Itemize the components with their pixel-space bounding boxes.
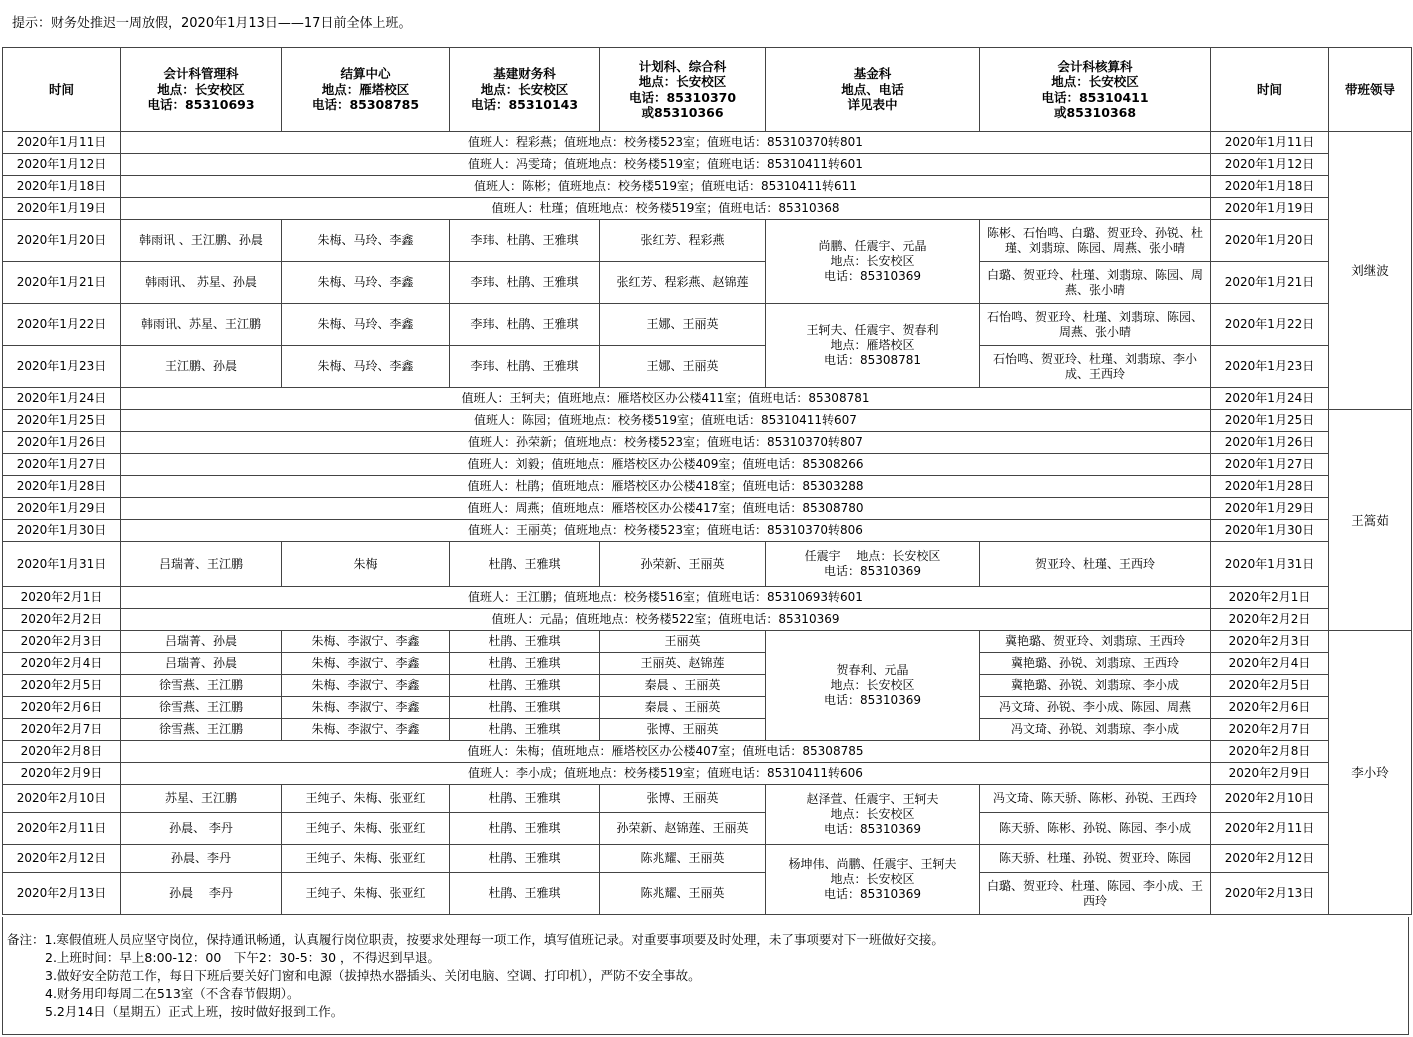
date-cell: 2020年1月23日 (3, 346, 121, 388)
accounting-audit-staff-cell: 冯文琦、孙锐、李小成、陈园、周燕 (980, 697, 1211, 719)
date-cell: 2020年1月29日 (1211, 498, 1329, 520)
date-cell: 2020年1月11日 (3, 132, 121, 154)
construction-finance-staff-cell: 李玮、杜鹃、王雅琪 (450, 346, 600, 388)
planning-staff-cell: 陈兆耀、王丽英 (600, 873, 766, 915)
settlement-center-staff-cell: 王纯子、朱梅、张亚红 (282, 845, 450, 873)
column-header-line: 带班领导 (1344, 81, 1395, 97)
accounting-audit-staff-cell: 石怡鸣、贺亚玲、杜瑾、刘翡琼、陈园、周燕、张小晴 (980, 304, 1211, 346)
column-header-line: 基建财务科 (493, 66, 556, 82)
column-header-line: 电话：85310143 (470, 97, 579, 113)
planning-staff-cell: 孙荣新、赵锦莲、王丽英 (600, 813, 766, 845)
accounting-audit-staff-cell: 陈天骄、杜瑾、孙锐、贺亚玲、陈园 (980, 845, 1211, 873)
note-line: 5.2月14日（星期五）正式上班，按时做好报到工作。 (45, 1004, 344, 1019)
fund-section-cell (766, 542, 980, 587)
date-cell: 2020年2月11日 (1211, 813, 1329, 845)
date-cell: 2020年1月12日 (3, 154, 121, 176)
date-cell: 2020年1月30日 (3, 520, 121, 542)
planning-staff-cell: 秦晨 、王丽英 (600, 697, 766, 719)
duty-info-cell: 值班人：程彩燕；值班地点：校务楼523室；值班电话：85310370转801 (121, 132, 1211, 154)
planning-staff-cell: 孙荣新、王丽英 (600, 542, 766, 587)
settlement-center-staff-cell: 朱梅、马玲、李鑫 (282, 262, 450, 304)
date-cell: 2020年1月31日 (1211, 542, 1329, 587)
date-cell: 2020年1月31日 (3, 542, 121, 587)
settlement-center-staff-cell: 朱梅、李淑宁、李鑫 (282, 697, 450, 719)
accounting-audit-staff-cell: 冀艳璐、孙锐、刘翡琼、李小成 (980, 675, 1211, 697)
date-cell: 2020年1月25日 (1211, 410, 1329, 432)
accounting-audit-staff-cell: 石怡鸣、贺亚玲、杜瑾、刘翡琼、李小成、王西玲 (980, 346, 1211, 388)
construction-finance-staff-cell: 杜鹃、王雅琪 (450, 845, 600, 873)
column-header-line: 电话：85310693 (147, 97, 255, 113)
duty-info-cell: 值班人：杜鹃；值班地点：雁塔校区办公楼418室；值班电话：85303288 (121, 476, 1211, 498)
fund-section-cell (766, 304, 980, 388)
date-cell: 2020年2月9日 (3, 763, 121, 785)
table-row (3, 631, 1412, 653)
accounting-audit-staff-cell: 冯文琦、孙锐、刘翡琼、李小成 (980, 719, 1211, 741)
column-header-line: 电话：85308785 (311, 97, 420, 113)
settlement-center-staff-cell: 王纯子、朱梅、张亚红 (282, 813, 450, 845)
duty-info-cell: 值班人：杜瑾；值班地点：校务楼519室；值班电话：85310368 (121, 198, 1211, 220)
construction-finance-staff-cell: 李玮、杜鹃、王雅琪 (450, 262, 600, 304)
duty-leader-cell: 李小玲 (1329, 631, 1412, 915)
table-row (3, 476, 1412, 498)
date-cell: 2020年2月2日 (3, 609, 121, 631)
date-cell: 2020年1月27日 (3, 454, 121, 476)
column-header-line: 或85310368 (1053, 105, 1137, 120)
accounting-audit-staff-cell: 冯文琦、陈天骄、陈彬、孙锐、王西玲 (980, 785, 1211, 813)
settlement-center-staff-cell: 王纯子、朱梅、张亚红 (282, 873, 450, 915)
fund-section-cell (766, 631, 980, 741)
date-cell: 2020年2月5日 (1211, 675, 1329, 697)
construction-finance-staff-cell: 杜鹃、王雅琪 (450, 675, 600, 697)
accounting-mgmt-staff-cell: 吕瑞菁、孙晨 (121, 631, 282, 653)
date-cell: 2020年1月22日 (1211, 304, 1329, 346)
column-header (282, 48, 450, 132)
date-cell: 2020年1月19日 (1211, 198, 1329, 220)
date-cell: 2020年1月20日 (3, 220, 121, 262)
date-cell: 2020年1月26日 (3, 432, 121, 454)
accounting-mgmt-staff-cell: 徐雪燕、王江鹏 (121, 719, 282, 741)
fund-section-line: 电话：85310369 (823, 693, 922, 707)
date-cell: 2020年2月8日 (3, 741, 121, 763)
duty-info-cell: 值班人：王丽英；值班地点：校务楼523室；值班电话：85310370转806 (121, 520, 1211, 542)
construction-finance-staff-cell: 杜鹃、王雅琪 (450, 813, 600, 845)
table-row (3, 520, 1412, 542)
column-header-line: 时间 (48, 81, 74, 97)
date-cell: 2020年1月25日 (3, 410, 121, 432)
date-cell: 2020年1月22日 (3, 304, 121, 346)
date-cell: 2020年2月2日 (1211, 609, 1329, 631)
duty-leader-cell: 刘继波 (1329, 132, 1412, 410)
accounting-mgmt-staff-cell: 孙晨 李丹 (121, 873, 282, 915)
fund-section-line: 杨坤伟、尚鹏、任震宇、王轲夫 (788, 857, 957, 871)
fund-section-line: 任震宇 地点：长安校区 (804, 549, 941, 563)
table-row (3, 388, 1412, 410)
duty-info-cell: 值班人：元晶；值班地点：校务楼522室；值班电话：85310369 (121, 609, 1211, 631)
table-row (3, 609, 1412, 631)
fund-section-line: 电话：85310369 (823, 269, 922, 283)
accounting-mgmt-staff-cell: 孙晨、 李丹 (121, 813, 282, 845)
planning-staff-cell: 张红芳、程彩燕、赵锦莲 (600, 262, 766, 304)
fund-section-line: 地点：长安校区 (830, 807, 915, 821)
table-row (3, 132, 1412, 154)
date-cell: 2020年1月28日 (1211, 476, 1329, 498)
column-header (980, 48, 1211, 132)
planning-staff-cell: 王丽英 (600, 631, 766, 653)
date-cell: 2020年2月3日 (1211, 631, 1329, 653)
settlement-center-staff-cell: 朱梅、马玲、李鑫 (282, 346, 450, 388)
table-row (3, 741, 1412, 763)
note-line: 4.财务用印每周二在513室（不含春节假期）。 (45, 986, 300, 1001)
table-row (3, 763, 1412, 785)
column-header-line: 结算中心 (340, 66, 391, 82)
date-cell: 2020年2月12日 (3, 845, 121, 873)
table-row (3, 845, 1412, 873)
planning-staff-cell: 王娜、王丽英 (600, 304, 766, 346)
date-cell: 2020年2月12日 (1211, 845, 1329, 873)
construction-finance-staff-cell: 杜鹃、王雅琪 (450, 697, 600, 719)
date-cell: 2020年2月6日 (3, 697, 121, 719)
date-cell: 2020年1月12日 (1211, 154, 1329, 176)
fund-section-line: 地点：长安校区 (830, 872, 915, 886)
table-row (3, 346, 1412, 388)
table-row (3, 410, 1412, 432)
column-header (766, 48, 980, 132)
accounting-audit-staff-cell: 冀艳璐、孙锐、刘翡琼、王西玲 (980, 653, 1211, 675)
note-line: 2.上班时间：早上8:00-12：00 下午2：30-5：30 ，不得迟到早退。 (45, 950, 441, 965)
date-cell: 2020年1月18日 (1211, 176, 1329, 198)
duty-info-cell: 值班人：刘毅；值班地点：雁塔校区办公楼409室；值班电话：85308266 (121, 454, 1211, 476)
notice-text: 提示：财务处推迟一周放假，2020年1月13日——17日前全体上班。 (12, 16, 412, 31)
table-row (3, 675, 1412, 697)
column-header-line: 计划科、综合科 (638, 58, 727, 74)
settlement-center-staff-cell: 朱梅、李淑宁、李鑫 (282, 719, 450, 741)
table-row (3, 154, 1412, 176)
settlement-center-staff-cell: 朱梅 (282, 542, 450, 587)
column-header-line: 地点：长安校区 (480, 81, 569, 97)
date-cell: 2020年2月3日 (3, 631, 121, 653)
planning-staff-cell: 秦晨 、王丽英 (600, 675, 766, 697)
table-row (3, 785, 1412, 813)
date-cell: 2020年2月13日 (1211, 873, 1329, 915)
duty-schedule-table (2, 47, 1412, 915)
accounting-mgmt-staff-cell: 徐雪燕、王江鹏 (121, 697, 282, 719)
table-row (3, 498, 1412, 520)
table-row (3, 697, 1412, 719)
construction-finance-staff-cell: 李玮、杜鹃、王雅琪 (450, 220, 600, 262)
construction-finance-staff-cell: 杜鹃、王雅琪 (450, 719, 600, 741)
accounting-mgmt-staff-cell: 吕瑞菁、孙晨 (121, 653, 282, 675)
note-line: 备注：1.寒假值班人员应坚守岗位，保持通讯畅通，认真履行岗位职责，按要求处理每一项工作，填写值班记录。对重要事项要及时处理，未了事项要对下一班做好交接。 (7, 932, 944, 947)
accounting-audit-staff-cell: 白璐、贺亚玲、杜瑾、刘翡琼、陈园、周燕、张小晴 (980, 262, 1211, 304)
column-header-line: 地点：雁塔校区 (321, 81, 410, 97)
settlement-center-staff-cell: 王纯子、朱梅、张亚红 (282, 785, 450, 813)
accounting-mgmt-staff-cell: 韩雨讯、苏星、王江鹏 (121, 304, 282, 346)
accounting-mgmt-staff-cell: 徐雪燕、王江鹏 (121, 675, 282, 697)
table-row (3, 813, 1412, 845)
date-cell: 2020年1月28日 (3, 476, 121, 498)
notes-section (2, 917, 1409, 1035)
column-header-line: 电话：85310411 (1041, 89, 1149, 105)
column-header-line: 会计科管理科 (163, 66, 239, 82)
fund-section-line: 贺春利、元晶 (836, 663, 909, 677)
column-header (1211, 48, 1329, 132)
date-cell: 2020年2月6日 (1211, 697, 1329, 719)
accounting-audit-staff-cell: 陈天骄、陈彬、孙锐、陈园、李小成 (980, 813, 1211, 845)
column-header-line: 详见表中 (847, 97, 898, 113)
planning-staff-cell: 张红芳、程彩燕 (600, 220, 766, 262)
fund-section-line: 电话：85310369 (823, 822, 922, 836)
table-row (3, 653, 1412, 675)
construction-finance-staff-cell: 杜鹃、王雅琪 (450, 631, 600, 653)
planning-staff-cell: 王丽英、赵锦莲 (600, 653, 766, 675)
duty-info-cell: 值班人：李小成；值班地点：校务楼519室；值班电话：85310411转606 (121, 763, 1211, 785)
column-header-line: 地点：长安校区 (157, 81, 245, 97)
date-cell: 2020年1月30日 (1211, 520, 1329, 542)
planning-staff-cell: 陈兆耀、王丽英 (600, 845, 766, 873)
accounting-mgmt-staff-cell: 韩雨讯 、王江鹏、孙晨 (121, 220, 282, 262)
accounting-audit-staff-cell: 贺亚玲、杜瑾、王西玲 (980, 542, 1211, 587)
construction-finance-staff-cell: 李玮、杜鹃、王雅琪 (450, 304, 600, 346)
fund-section-line: 地点：长安校区 (830, 254, 915, 268)
settlement-center-staff-cell: 朱梅、李淑宁、李鑫 (282, 675, 450, 697)
table-row (3, 454, 1412, 476)
date-cell: 2020年1月21日 (1211, 262, 1329, 304)
column-header (600, 48, 766, 132)
accounting-audit-staff-cell: 陈彬、石怡鸣、白璐、贺亚玲、孙锐、杜瑾、刘翡琼、陈园、周燕、张小晴 (980, 220, 1211, 262)
fund-section-line: 王轲夫、任震宇、贺春利 (806, 323, 939, 337)
date-cell: 2020年1月23日 (1211, 346, 1329, 388)
construction-finance-staff-cell: 杜鹃、王雅琪 (450, 653, 600, 675)
settlement-center-staff-cell: 朱梅、李淑宁、李鑫 (282, 653, 450, 675)
duty-info-cell: 值班人：陈园；值班地点：校务楼519室；值班电话：85310411转607 (121, 410, 1211, 432)
construction-finance-staff-cell: 杜鹃、王雅琪 (450, 785, 600, 813)
column-header-line: 电话：85310370 (628, 89, 737, 105)
date-cell: 2020年2月13日 (3, 873, 121, 915)
fund-section-line: 电话：85310369 (823, 887, 922, 901)
date-cell: 2020年2月7日 (3, 719, 121, 741)
table-row (3, 873, 1412, 915)
fund-section-line: 赵泽萱、任震宇、王轲夫 (806, 792, 939, 806)
accounting-mgmt-staff-cell: 孙晨、李丹 (121, 845, 282, 873)
date-cell: 2020年2月9日 (1211, 763, 1329, 785)
table-row (3, 176, 1412, 198)
duty-info-cell: 值班人：王轲夫；值班地点：雁塔校区办公楼411室；值班电话：85308781 (121, 388, 1211, 410)
date-cell: 2020年1月24日 (3, 388, 121, 410)
column-header (121, 48, 282, 132)
planning-staff-cell: 王娜、王丽英 (600, 346, 766, 388)
construction-finance-staff-cell: 杜鹃、王雅琪 (450, 873, 600, 915)
date-cell: 2020年1月18日 (3, 176, 121, 198)
planning-staff-cell: 张博、王丽英 (600, 785, 766, 813)
fund-section-line: 电话：85308781 (823, 353, 922, 367)
table-row (3, 542, 1412, 587)
duty-info-cell: 值班人：朱梅；值班地点：雁塔校区办公楼407室；值班电话：85308785 (121, 741, 1211, 763)
date-cell: 2020年2月10日 (3, 785, 121, 813)
date-cell: 2020年2月10日 (1211, 785, 1329, 813)
duty-info-cell: 值班人：周燕；值班地点：雁塔校区办公楼417室；值班电话：85308780 (121, 498, 1211, 520)
duty-info-cell: 值班人：孙荣新；值班地点：校务楼523室；值班电话：85310370转807 (121, 432, 1211, 454)
date-cell: 2020年1月11日 (1211, 132, 1329, 154)
column-header-line: 地点：长安校区 (638, 74, 727, 89)
accounting-mgmt-staff-cell: 韩雨讯、 苏星、孙晨 (121, 262, 282, 304)
duty-info-cell: 值班人：陈彬；值班地点：校务楼519室；值班电话：85310411转611 (121, 176, 1211, 198)
accounting-mgmt-staff-cell: 王江鹏、孙晨 (121, 346, 282, 388)
fund-section-cell (766, 220, 980, 304)
column-header-line: 基金科 (853, 66, 892, 82)
date-cell: 2020年2月11日 (3, 813, 121, 845)
accounting-mgmt-staff-cell: 苏星、王江鹏 (121, 785, 282, 813)
column-header-line: 或85310366 (641, 105, 724, 120)
date-cell: 2020年2月1日 (1211, 587, 1329, 609)
fund-section-line: 电话：85310369 (823, 564, 922, 578)
date-cell: 2020年1月20日 (1211, 220, 1329, 262)
date-cell: 2020年2月1日 (3, 587, 121, 609)
fund-section-line: 地点：雁塔校区 (830, 338, 915, 352)
table-header-row (3, 48, 1412, 132)
date-cell: 2020年1月26日 (1211, 432, 1329, 454)
construction-finance-staff-cell: 杜鹃、王雅琪 (450, 542, 600, 587)
table-row (3, 220, 1412, 262)
table-row (3, 198, 1412, 220)
column-header (450, 48, 600, 132)
table-row (3, 587, 1412, 609)
date-cell: 2020年2月4日 (3, 653, 121, 675)
column-header-line: 地点、电话 (841, 81, 904, 97)
date-cell: 2020年2月4日 (1211, 653, 1329, 675)
column-header (1329, 48, 1412, 132)
date-cell: 2020年1月27日 (1211, 454, 1329, 476)
column-header-line: 时间 (1256, 81, 1282, 97)
fund-section-line: 地点：长安校区 (830, 678, 915, 692)
date-cell: 2020年2月5日 (3, 675, 121, 697)
fund-section-line: 尚鹏、任震宇、元晶 (818, 239, 927, 253)
column-header (3, 48, 121, 132)
table-row (3, 262, 1412, 304)
date-cell: 2020年1月29日 (3, 498, 121, 520)
date-cell: 2020年2月7日 (1211, 719, 1329, 741)
accounting-mgmt-staff-cell: 吕瑞菁、王江鹏 (121, 542, 282, 587)
duty-info-cell: 值班人：冯雯琦；值班地点：校务楼519室；值班电话：85310411转601 (121, 154, 1211, 176)
table-row (3, 432, 1412, 454)
settlement-center-staff-cell: 朱梅、马玲、李鑫 (282, 304, 450, 346)
table-row (3, 304, 1412, 346)
accounting-audit-staff-cell: 白璐、贺亚玲、杜瑾、陈园、李小成、王西玲 (980, 873, 1211, 915)
table-row (3, 719, 1412, 741)
duty-leader-cell: 王篙茹 (1329, 410, 1412, 631)
settlement-center-staff-cell: 朱梅、马玲、李鑫 (282, 220, 450, 262)
settlement-center-staff-cell: 朱梅、李淑宁、李鑫 (282, 631, 450, 653)
duty-info-cell: 值班人：王江鹏；值班地点：校务楼516室；值班电话：85310693转601 (121, 587, 1211, 609)
date-cell: 2020年1月21日 (3, 262, 121, 304)
date-cell: 2020年2月8日 (1211, 741, 1329, 763)
column-header-line: 会计科核算科 (1057, 58, 1133, 74)
date-cell: 2020年1月24日 (1211, 388, 1329, 410)
date-cell: 2020年1月19日 (3, 198, 121, 220)
column-header-line: 地点：长安校区 (1051, 74, 1139, 89)
fund-section-cell (766, 845, 980, 915)
planning-staff-cell: 张博、王丽英 (600, 719, 766, 741)
accounting-audit-staff-cell: 冀艳璐、贺亚玲、刘翡琼、王西玲 (980, 631, 1211, 653)
fund-section-cell (766, 785, 980, 845)
note-line: 3.做好安全防范工作，每日下班后要关好门窗和电源（拔掉热水器插头、关闭电脑、空调、打印机），严防不安全事故。 (45, 968, 701, 983)
